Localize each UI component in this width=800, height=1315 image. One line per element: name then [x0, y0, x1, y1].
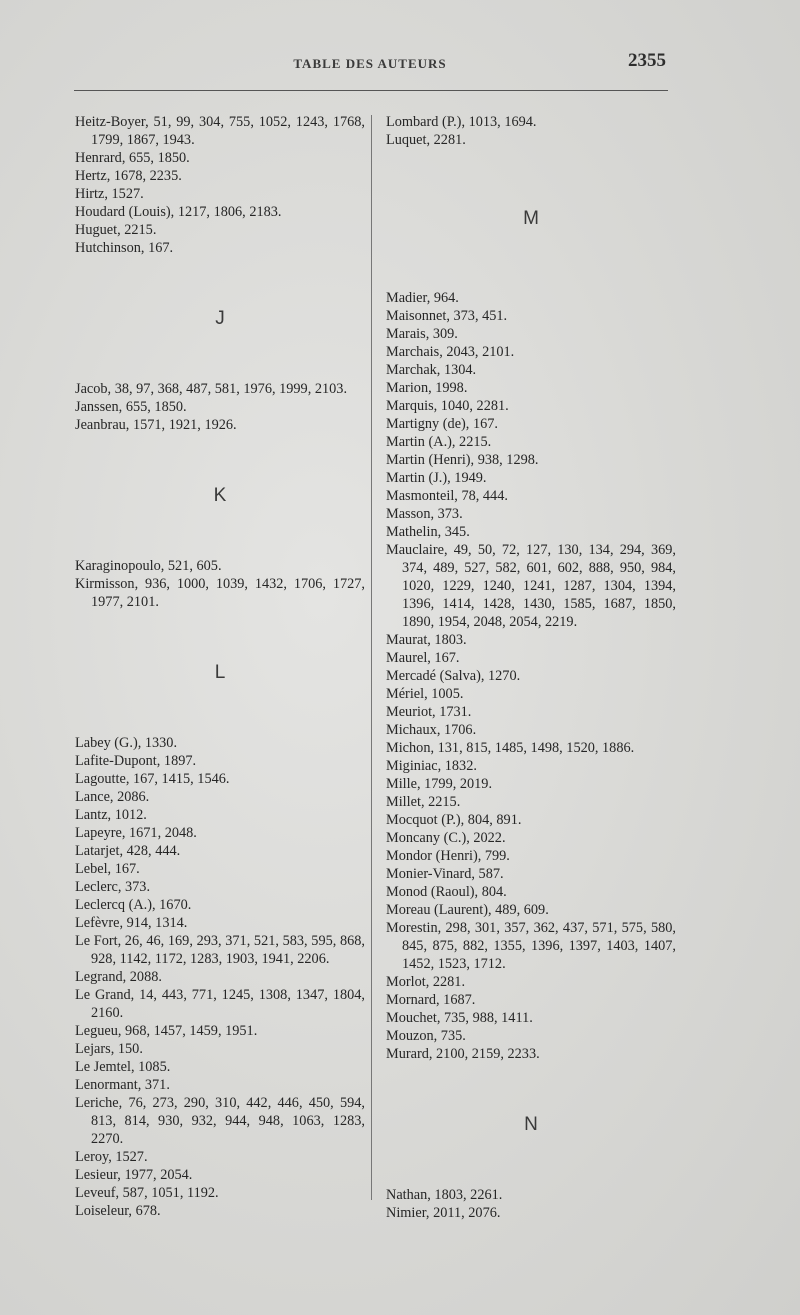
- index-entry: Masmonteil, 78, 444.: [386, 488, 508, 504]
- index-entry: Michaux, 1706.: [386, 722, 477, 738]
- column-divider: [371, 115, 372, 1200]
- index-entry: Lapeyre, 1671, 2048.: [75, 825, 197, 841]
- index-entry: Leveuf, 587, 1051, 1192.: [75, 1185, 219, 1201]
- index-entry: Mille, 1799, 2019.: [386, 776, 493, 792]
- page-number: 2355: [628, 50, 666, 71]
- index-entry: Marchak, 1304.: [386, 362, 477, 378]
- section-letter-l: L: [214, 661, 226, 683]
- index-entry: Le Jemtel, 1085.: [75, 1059, 171, 1075]
- index-entry: Henrard, 655, 1850.: [75, 150, 190, 166]
- running-title: TABLE DES AUTEURS: [293, 56, 447, 71]
- index-entry: Karaginopoulo, 521, 605.: [75, 558, 222, 574]
- section-letter-m: M: [523, 208, 539, 229]
- index-entry: Morlot, 2281.: [386, 974, 466, 990]
- left-column: [75, 113, 365, 1220]
- index-entry: Houdard (Louis), 1217, 1806, 2183.: [75, 204, 282, 220]
- index-entry: Maisonnet, 373, 451.: [386, 308, 508, 324]
- index-entry: Mériel, 1005.: [386, 686, 464, 702]
- index-entry: Leriche, 76, 273, 290, 310, 442, 446, 450, 594, 813, 814, 930, 932, 944, 948, 1063, 1283, 2270.: [75, 1095, 365, 1147]
- index-entry: Morestin, 298, 301, 357, 362, 437, 571, 575, 580, 845, 875, 882, 1355, 1396, 1397, 1403, 1407, 1452, 1523, 1712.: [386, 920, 676, 972]
- index-entry: Lafite-Dupont, 1897.: [75, 753, 197, 769]
- index-entry: Mercadé (Salva), 1270.: [386, 668, 521, 684]
- index-entry: Marchais, 2043, 2101.: [386, 344, 515, 360]
- index-entry: Huguet, 2215.: [75, 222, 157, 238]
- index-entry: Moncany (C.), 2022.: [386, 830, 506, 846]
- index-entry: Lebel, 167.: [75, 861, 140, 877]
- index-entry: Monier-Vinard, 587.: [386, 866, 504, 882]
- index-entry: Nimier, 2011, 2076.: [386, 1205, 501, 1221]
- index-entry: Meuriot, 1731.: [386, 704, 472, 720]
- index-entry: Mouchet, 735, 988, 1411.: [386, 1010, 533, 1026]
- index-entry: Kirmisson, 936, 1000, 1039, 1432, 1706, 1727, 1977, 2101.: [75, 576, 365, 610]
- index-entry: Hirtz, 1527.: [75, 186, 144, 202]
- index-entry: Latarjet, 428, 444.: [75, 843, 181, 859]
- index-entry: Maurat, 1803.: [386, 632, 467, 648]
- header-rule: [74, 90, 668, 91]
- index-entry: Lagoutte, 167, 1415, 1546.: [75, 771, 230, 787]
- index-entry: Le Grand, 14, 443, 771, 1245, 1308, 1347, 1804, 2160.: [75, 987, 365, 1021]
- index-entry: Mathelin, 345.: [386, 524, 470, 540]
- index-entry: Mauclaire, 49, 50, 72, 127, 130, 134, 294, 369, 374, 489, 527, 582, 601, 602, 888, 950, 984, 1020, 1229, 1240, 1241, 1287, 1304, 1394, 1396, 1414, 1428, 1430, 1585, 1687, 1850, 1890, 1954, 2048, 2054, 2219.: [386, 542, 676, 630]
- index-entry: Heitz-Boyer, 51, 99, 304, 755, 1052, 1243, 1768, 1799, 1867, 1943.: [75, 114, 365, 148]
- index-entry: Jacob, 38, 97, 368, 487, 581, 1976, 1999, 2103.: [75, 381, 348, 397]
- index-entry: Marais, 309.: [386, 326, 458, 342]
- index-entry: Jeanbrau, 1571, 1921, 1926.: [75, 417, 237, 433]
- section-letter-n: N: [524, 1113, 538, 1135]
- index-entry: Janssen, 655, 1850.: [75, 399, 187, 415]
- section-letter-k: K: [213, 484, 227, 506]
- index-entry: Lesieur, 1977, 2054.: [75, 1167, 193, 1183]
- index-entry: Mornard, 1687.: [386, 992, 476, 1008]
- index-entry: Le Fort, 26, 46, 169, 293, 371, 521, 583, 595, 868, 928, 1142, 1172, 1283, 1903, 1941, 2206.: [75, 933, 365, 967]
- index-entry: Monod (Raoul), 804.: [386, 884, 507, 900]
- index-entry: Lefèvre, 914, 1314.: [75, 915, 188, 931]
- index-entry: Martigny (de), 167.: [386, 416, 498, 432]
- index-entry: Masson, 373.: [386, 506, 463, 522]
- index-entry: Maurel, 167.: [386, 650, 460, 666]
- index-entry: Nathan, 1803, 2261.: [386, 1187, 503, 1203]
- index-entry: Millet, 2215.: [386, 794, 461, 810]
- index-entry: Leclerc, 373.: [75, 879, 151, 895]
- section-letter-j: J: [215, 307, 225, 329]
- index-entry: Lombard (P.), 1013, 1694.: [386, 114, 537, 130]
- index-entry: Mouzon, 735.: [386, 1028, 466, 1044]
- index-entry: Mondor (Henri), 799.: [386, 848, 510, 864]
- index-entry: Marquis, 1040, 2281.: [386, 398, 509, 414]
- index-entry: Lenormant, 371.: [75, 1077, 170, 1093]
- index-entry: Labey (G.), 1330.: [75, 735, 178, 751]
- index-entry: Mocquot (P.), 804, 891.: [386, 812, 522, 828]
- index-entry: Miginiac, 1832.: [386, 758, 477, 774]
- index-entry: Leclercq (A.), 1670.: [75, 897, 192, 913]
- index-entry: Legueu, 968, 1457, 1459, 1951.: [75, 1023, 258, 1039]
- index-entry: Lantz, 1012.: [75, 807, 147, 823]
- right-column: [386, 113, 676, 1222]
- index-entry: Martin (J.), 1949.: [386, 470, 487, 486]
- index-entry: Marion, 1998.: [386, 380, 468, 396]
- index-entry: Leroy, 1527.: [75, 1149, 148, 1165]
- index-entry: Michon, 131, 815, 1485, 1498, 1520, 1886.: [386, 740, 635, 756]
- index-entry: Murard, 2100, 2159, 2233.: [386, 1046, 540, 1062]
- index-entry: Lance, 2086.: [75, 789, 150, 805]
- index-entry: Moreau (Laurent), 489, 609.: [386, 902, 549, 918]
- index-entry: Luquet, 2281.: [386, 132, 466, 148]
- index-entry: Loiseleur, 678.: [75, 1203, 161, 1219]
- index-entry: Hutchinson, 167.: [75, 240, 174, 256]
- index-entry: Legrand, 2088.: [75, 969, 162, 985]
- index-entry: Martin (A.), 2215.: [386, 434, 492, 450]
- index-entry: Martin (Henri), 938, 1298.: [386, 452, 539, 468]
- index-entry: Lejars, 150.: [75, 1041, 143, 1057]
- index-entry: Madier, 964.: [386, 290, 459, 306]
- index-entry: Hertz, 1678, 2235.: [75, 168, 182, 184]
